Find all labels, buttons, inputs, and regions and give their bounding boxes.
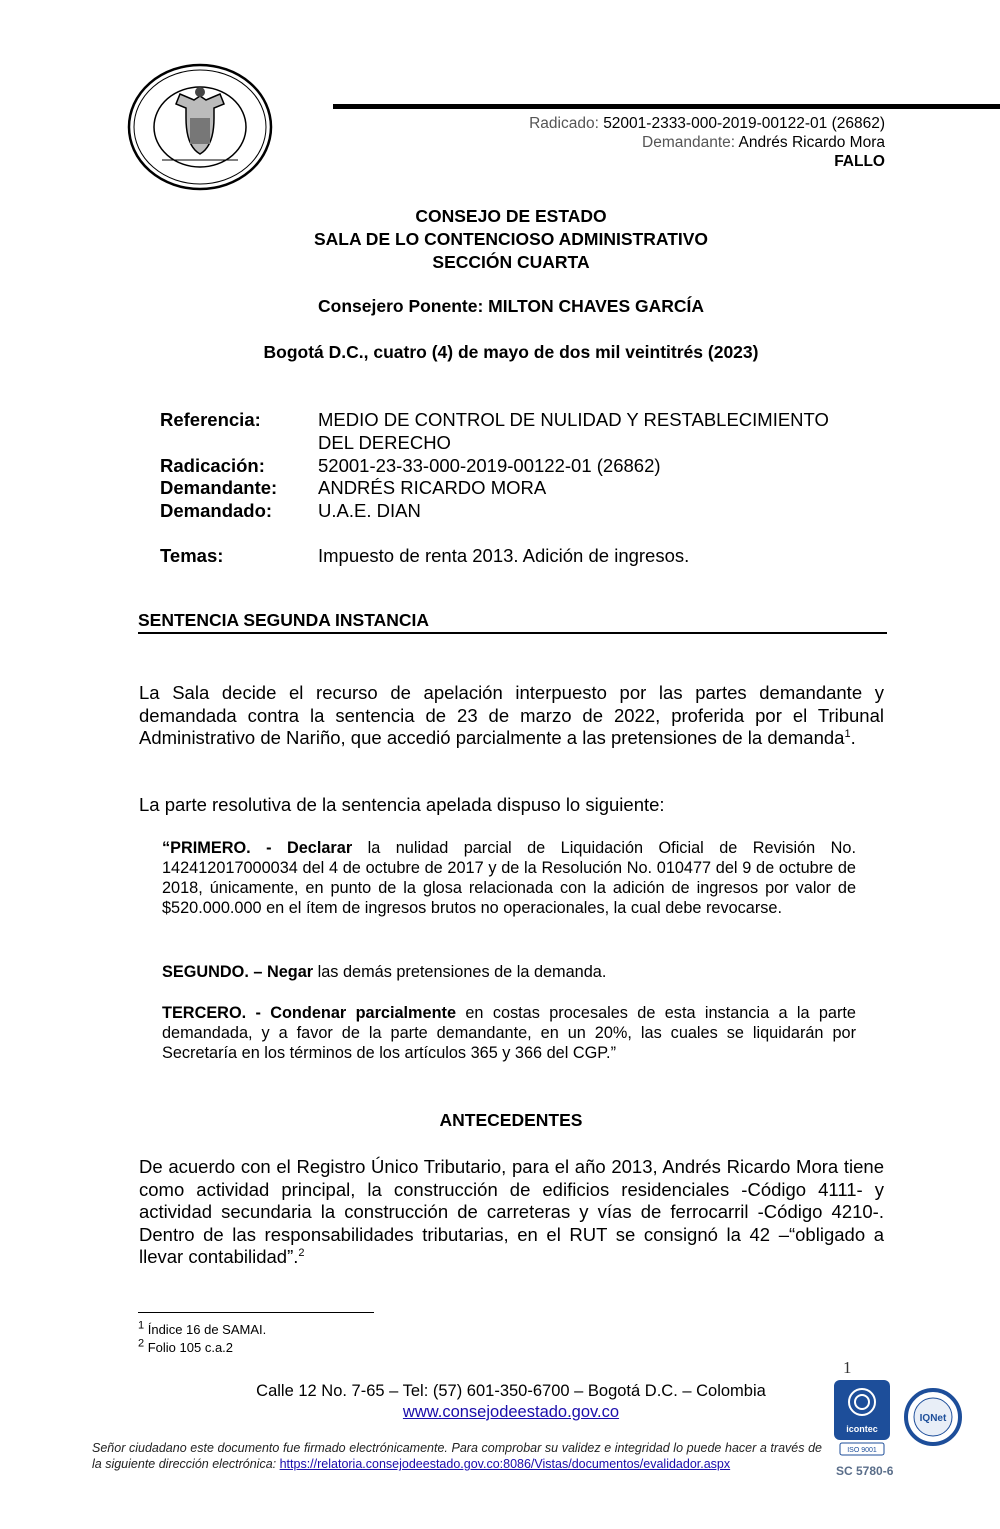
ref-demandado: Demandado: U.A.E. DIAN [160, 500, 421, 521]
footnote-ref-2[interactable]: 2 [298, 1246, 305, 1259]
ref-temas: Temas: Impuesto de renta 2013. Adición de ingresos. [160, 545, 690, 566]
certificate-code: SC 5780-6 [836, 1464, 894, 1478]
header-radicado: Radicado: 52001-2333-000-2019-00122-01 (26862) [529, 115, 885, 132]
svg-text:IQNet: IQNet [919, 1413, 947, 1424]
consejo-de-estado-seal-icon [126, 62, 274, 192]
header-demandante: Demandante: Andrés Ricardo Mora [642, 134, 885, 151]
paragraph-1: La Sala decide el recurso de apelación interpuesto por las partes demandante y demandada contra la sentencia de 23 de marzo de 2022, proferida por el Tribunal Administrativo de Nariño, que accedió parcialmente a las pretensiones de la demanda$^1$. [139, 682, 884, 748]
section-name: SECCIÓN CUARTA [432, 252, 590, 272]
quote-segundo: SEGUNDO. – Negar las demás pretensiones de la demanda. [162, 963, 607, 981]
iqnet-certification-icon [904, 1388, 962, 1446]
section-title: SENTENCIA SEGUNDA INSTANCIA [138, 610, 887, 634]
svg-text:icontec: icontec [846, 1424, 878, 1434]
footnote-ref-1[interactable]: 1 [844, 727, 851, 740]
header-rule [333, 104, 1000, 109]
svg-text:ISO 9001: ISO 9001 [847, 1447, 877, 1454]
ref-referencia-cont: DEL DERECHO [318, 432, 451, 453]
footnote-1: $^1$ Índice 16 de SAMAI. [138, 1319, 267, 1337]
paragraph-3: De acuerdo con el Registro Único Tributario, para el año 2013, Andrés Ricardo Mora tiene como actividad principal, la construcción de edificios residenciales -Código 4111- y actividad secundaria la construcción de carreteras y vías de ferrocarril -Código 4210-. Dentro de las responsabilidades tributarias, en el RUT se consignó la 42 –“obligado a llevar contabilidad”.$^2$ [139, 1156, 884, 1267]
ref-demandante: Demandante: ANDRÉS RICARDO MORA [160, 477, 547, 498]
address-line: Calle 12 No. 7-65 – Tel: (57) 601-350-6700 – Bogotá D.C. – Colombia [256, 1382, 766, 1400]
ref-radicacion: Radicación: 52001-23-33-000-2019-00122-01 (26862) [160, 455, 661, 476]
page-number: 1 [843, 1358, 852, 1377]
header-doc-type: FALLO [834, 153, 885, 170]
ponente: Consejero Ponente: MILTON CHAVES GARCÍA [318, 296, 704, 316]
paragraph-2: La parte resolutiva de la sentencia apelada dispuso lo siguiente: [139, 794, 665, 815]
footnote-rule [138, 1312, 374, 1313]
antecedentes-title: ANTECEDENTES [439, 1110, 583, 1130]
electronic-signature-notice: Señor ciudadano este documento fue firmado electrónicamente. Para comprobar su validez e integridad lo puede hacer a través de la siguiente dirección electrónica: https://relatoria.consejodeestado.gov.co:8086/Vistas/documentos/evalidador.aspx [92, 1441, 822, 1471]
footer-address [200, 1381, 822, 1423]
footnote-2: $^2$ Folio 105 c.a.2 [138, 1337, 234, 1355]
decision-date: Bogotá D.C., cuatro (4) de mayo de dos mil veintitrés (2023) [263, 342, 759, 362]
icontec-certification-icon [834, 1380, 890, 1458]
ref-referencia: Referencia: MEDIO DE CONTROL DE NULIDAD Y RESTABLECIMIENTO [160, 409, 829, 430]
website-link[interactable]: www.consejodeestado.gov.co [402, 1403, 620, 1421]
quote-tercero: TERCERO. - Condenar parcialmente en costas procesales de esta instancia a la parte demandada, y a favor de la parte demandante, en un 20%, las cuales se liquidarán por Secretaría en los términos de los artículos 365 y 366 del CGP.” [162, 1004, 856, 1062]
chamber-name: SALA DE LO CONTENCIOSO ADMINISTRATIVO [313, 229, 709, 249]
court-name: CONSEJO DE ESTADO [415, 206, 607, 226]
quote-primero: “PRIMERO. - Declarar la nulidad parcial de Liquidación Oficial de Revisión No. 142412017000034 del 4 de octubre de 2017 y de la Resolución No. 010477 del 9 de octubre de 2018, únicamente, en punto de la glosa relacionada con la adición de ingresos por valor de $520.000.000 en el ítem de ingresos brutos no operacionales, la cual debe revocarse. [162, 839, 856, 917]
validator-link[interactable]: https://relatoria.consejodeestado.gov.co:8086/Vistas/documentos/evalidador.aspx [279, 1457, 731, 1471]
